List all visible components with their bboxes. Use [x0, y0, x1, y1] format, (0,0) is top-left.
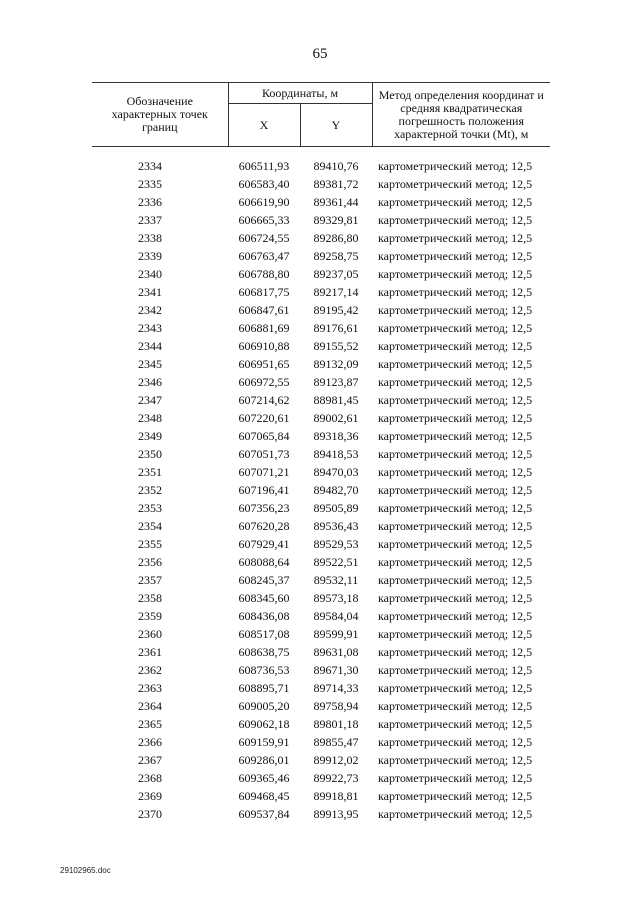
method-cell: картометрический метод; 12,5: [378, 663, 533, 677]
x-cell: 606817,75: [238, 285, 290, 299]
x-cell: 607356,23: [238, 501, 290, 515]
x-cell: 608088,64: [238, 555, 290, 569]
method-cell: картометрический метод; 12,5: [378, 627, 533, 641]
y-cell: 89714,33: [313, 681, 359, 695]
x-cell: 607196,41: [238, 483, 290, 497]
method-cell: картометрический метод; 12,5: [378, 375, 533, 389]
method-cell: картометрический метод; 12,5: [378, 555, 533, 569]
y-cell: 89482,70: [313, 483, 359, 497]
table-row: [92, 229, 550, 247]
point-cell: 2349: [138, 429, 162, 443]
point-cell: 2368: [138, 771, 162, 785]
point-cell: 2364: [138, 699, 162, 713]
table-row: [92, 751, 550, 769]
y-cell: 89522,51: [313, 555, 359, 569]
method-cell: картометрический метод; 12,5: [378, 519, 533, 533]
x-cell: 607071,21: [238, 465, 290, 479]
table-row: [92, 463, 550, 481]
x-cell: 606665,33: [238, 213, 290, 227]
y-cell: 89801,18: [313, 717, 359, 731]
point-cell: 2353: [138, 501, 162, 515]
x-cell: 606619,90: [238, 195, 290, 209]
method-cell: картометрический метод; 12,5: [378, 195, 533, 209]
point-cell: 2352: [138, 483, 162, 497]
x-cell: 608245,37: [238, 573, 290, 587]
y-cell: 89913,95: [313, 807, 359, 821]
x-cell: 606951,65: [238, 357, 290, 371]
x-cell: 607065,84: [238, 429, 290, 443]
point-cell: 2363: [138, 681, 162, 695]
method-cell: картометрический метод; 12,5: [378, 735, 533, 749]
x-cell: 609468,45: [238, 789, 290, 803]
x-cell: 606788,80: [238, 267, 290, 281]
table-row: [92, 409, 550, 427]
table-row: [92, 733, 550, 751]
table-row: [92, 679, 550, 697]
table-row: [92, 337, 550, 355]
x-cell: 608436,08: [238, 609, 290, 623]
x-cell: 606724,55: [238, 231, 290, 245]
point-cell: 2366: [138, 735, 162, 749]
table-row: [92, 517, 550, 535]
y-cell: 89505,89: [313, 501, 359, 515]
table-row: [92, 787, 550, 805]
method-cell: картометрический метод; 12,5: [378, 321, 533, 335]
point-cell: 2341: [138, 285, 162, 299]
point-cell: 2350: [138, 447, 162, 461]
y-cell: 89123,87: [313, 375, 359, 389]
point-cell: 2340: [138, 267, 162, 281]
y-cell: 89631,08: [313, 645, 359, 659]
table-body: [92, 147, 550, 824]
header-x: X: [228, 104, 300, 147]
method-cell: картометрический метод; 12,5: [378, 249, 533, 263]
method-cell: картометрический метод; 12,5: [378, 159, 533, 173]
x-cell: 606910,88: [238, 339, 290, 353]
table-row: [92, 175, 550, 193]
point-cell: 2365: [138, 717, 162, 731]
y-cell: 89002,61: [313, 411, 359, 425]
point-cell: 2359: [138, 609, 162, 623]
method-cell: картометрический метод; 12,5: [378, 267, 533, 281]
y-cell: 89258,75: [313, 249, 359, 263]
y-cell: 89573,18: [313, 591, 359, 605]
table-row: [92, 265, 550, 283]
y-cell: 89855,47: [313, 735, 359, 749]
x-cell: 607214,62: [238, 393, 290, 407]
table-row: [92, 427, 550, 445]
y-cell: 89529,53: [313, 537, 359, 551]
table-row: [92, 283, 550, 301]
y-cell: 89195,42: [313, 303, 359, 317]
y-cell: 89329,81: [313, 213, 359, 227]
method-cell: картометрический метод; 12,5: [378, 501, 533, 515]
method-cell: картометрический метод; 12,5: [378, 177, 533, 191]
table-row: [92, 607, 550, 625]
point-cell: 2367: [138, 753, 162, 767]
y-cell: 89176,61: [313, 321, 359, 335]
table-row: [92, 319, 550, 337]
point-cell: 2343: [138, 321, 162, 335]
x-cell: 607620,28: [238, 519, 290, 533]
y-cell: 89470,03: [313, 465, 359, 479]
table-row: [92, 211, 550, 229]
x-cell: 606763,47: [238, 249, 290, 263]
table-row: [92, 247, 550, 265]
method-cell: картометрический метод; 12,5: [378, 465, 533, 479]
y-cell: 89132,09: [313, 357, 359, 371]
y-cell: 89217,14: [313, 285, 359, 299]
point-cell: 2345: [138, 357, 162, 371]
x-cell: 609365,46: [238, 771, 290, 785]
y-cell: 89584,04: [313, 609, 359, 623]
table-row: [92, 697, 550, 715]
header-spacer: [92, 147, 550, 158]
y-cell: 89418,53: [313, 447, 359, 461]
point-cell: 2355: [138, 537, 162, 551]
table-row: [92, 535, 550, 553]
method-cell: картометрический метод; 12,5: [378, 213, 533, 227]
point-cell: 2342: [138, 303, 162, 317]
method-cell: картометрический метод; 12,5: [378, 231, 533, 245]
method-cell: картометрический метод; 12,5: [378, 447, 533, 461]
y-cell: 89318,36: [313, 429, 359, 443]
x-cell: 606511,93: [238, 159, 290, 173]
y-cell: 89599,91: [313, 627, 359, 641]
method-cell: картометрический метод; 12,5: [378, 645, 533, 659]
x-cell: 608517,08: [238, 627, 290, 641]
x-cell: 609005,20: [238, 699, 290, 713]
y-cell: 89536,43: [313, 519, 359, 533]
point-cell: 2347: [138, 393, 162, 407]
point-cell: 2357: [138, 573, 162, 587]
point-cell: 2339: [138, 249, 162, 263]
table-row: [92, 643, 550, 661]
y-cell: 89237,05: [313, 267, 359, 281]
x-cell: 607929,41: [238, 537, 290, 551]
point-cell: 2358: [138, 591, 162, 605]
table-row: [92, 499, 550, 517]
point-cell: 2338: [138, 231, 162, 245]
y-cell: 88981,45: [313, 393, 359, 407]
x-cell: 606847,61: [238, 303, 290, 317]
method-cell: картометрический метод; 12,5: [378, 699, 533, 713]
method-cell: картометрический метод; 12,5: [378, 285, 533, 299]
coordinates-table: [92, 82, 550, 823]
y-cell: 89381,72: [313, 177, 359, 191]
header-coordinates: Координаты, м: [228, 83, 372, 104]
method-cell: картометрический метод; 12,5: [378, 753, 533, 767]
method-cell: картометрический метод; 12,5: [378, 429, 533, 443]
header-y: Y: [300, 104, 372, 147]
table-row: [92, 589, 550, 607]
table-row: [92, 355, 550, 373]
table-row: [92, 157, 550, 175]
method-cell: картометрический метод; 12,5: [378, 483, 533, 497]
method-cell: картометрический метод; 12,5: [378, 357, 533, 371]
table-row: [92, 193, 550, 211]
point-cell: 2336: [138, 195, 162, 209]
y-cell: 89286,80: [313, 231, 359, 245]
table-row: [92, 391, 550, 409]
x-cell: 606972,55: [238, 375, 290, 389]
method-cell: картометрический метод; 12,5: [378, 681, 533, 695]
point-cell: 2361: [138, 645, 162, 659]
y-cell: 89922,73: [313, 771, 359, 785]
table-row: [92, 301, 550, 319]
x-cell: 607051,73: [238, 447, 290, 461]
method-cell: картометрический метод; 12,5: [378, 537, 533, 551]
method-cell: картометрический метод; 12,5: [378, 303, 533, 317]
table-row: [92, 661, 550, 679]
x-cell: 608895,71: [238, 681, 290, 695]
method-cell: картометрический метод; 12,5: [378, 591, 533, 605]
point-cell: 2362: [138, 663, 162, 677]
y-cell: 89410,76: [313, 159, 359, 173]
point-cell: 2369: [138, 789, 162, 803]
x-cell: 609286,01: [238, 753, 290, 767]
method-cell: картометрический метод; 12,5: [378, 573, 533, 587]
y-cell: 89361,44: [313, 195, 359, 209]
table-row: [92, 445, 550, 463]
x-cell: 609062,18: [238, 717, 290, 731]
table-row: [92, 715, 550, 733]
point-cell: 2337: [138, 213, 162, 227]
y-cell: 89155,52: [313, 339, 359, 353]
x-cell: 608638,75: [238, 645, 290, 659]
x-cell: 606583,40: [238, 177, 290, 191]
table-row: [92, 373, 550, 391]
x-cell: 607220,61: [238, 411, 290, 425]
method-cell: картометрический метод; 12,5: [378, 807, 533, 821]
table-header: [92, 83, 550, 147]
point-cell: 2370: [138, 807, 162, 821]
point-cell: 2344: [138, 339, 162, 353]
method-cell: картометрический метод; 12,5: [378, 339, 533, 353]
y-cell: 89912,02: [313, 753, 359, 767]
table-row: [92, 571, 550, 589]
table-row: [92, 625, 550, 643]
y-cell: 89918,81: [313, 789, 359, 803]
header-method: Метод определения координат и средняя квадратическая погрешность положения характерной точки (Mt), м: [372, 83, 550, 147]
point-cell: 2348: [138, 411, 162, 425]
point-cell: 2356: [138, 555, 162, 569]
point-cell: 2354: [138, 519, 162, 533]
method-cell: картометрический метод; 12,5: [378, 789, 533, 803]
table-row: [92, 805, 550, 823]
y-cell: 89671,30: [313, 663, 359, 677]
x-cell: 608345,60: [238, 591, 290, 605]
y-cell: 89758,94: [313, 699, 359, 713]
point-cell: 2334: [138, 159, 162, 173]
table-row: [92, 769, 550, 787]
point-cell: 2360: [138, 627, 162, 641]
header-point-designation: Обозначение характерных точек границ: [92, 83, 228, 147]
footer-doc-name: 29102965.doc: [60, 866, 111, 875]
method-cell: картометрический метод; 12,5: [378, 771, 533, 785]
x-cell: 608736,53: [238, 663, 290, 677]
method-cell: картометрический метод; 12,5: [378, 717, 533, 731]
point-cell: 2335: [138, 177, 162, 191]
method-cell: картометрический метод; 12,5: [378, 393, 533, 407]
y-cell: 89532,11: [313, 573, 359, 587]
method-cell: картометрический метод; 12,5: [378, 411, 533, 425]
table-row: [92, 481, 550, 499]
method-cell: картометрический метод; 12,5: [378, 609, 533, 623]
point-cell: 2351: [138, 465, 162, 479]
table-row: [92, 553, 550, 571]
point-cell: 2346: [138, 375, 162, 389]
x-cell: 609159,91: [238, 735, 290, 749]
x-cell: 609537,84: [238, 807, 290, 821]
page-number: 65: [312, 46, 328, 62]
x-cell: 606881,69: [238, 321, 290, 335]
